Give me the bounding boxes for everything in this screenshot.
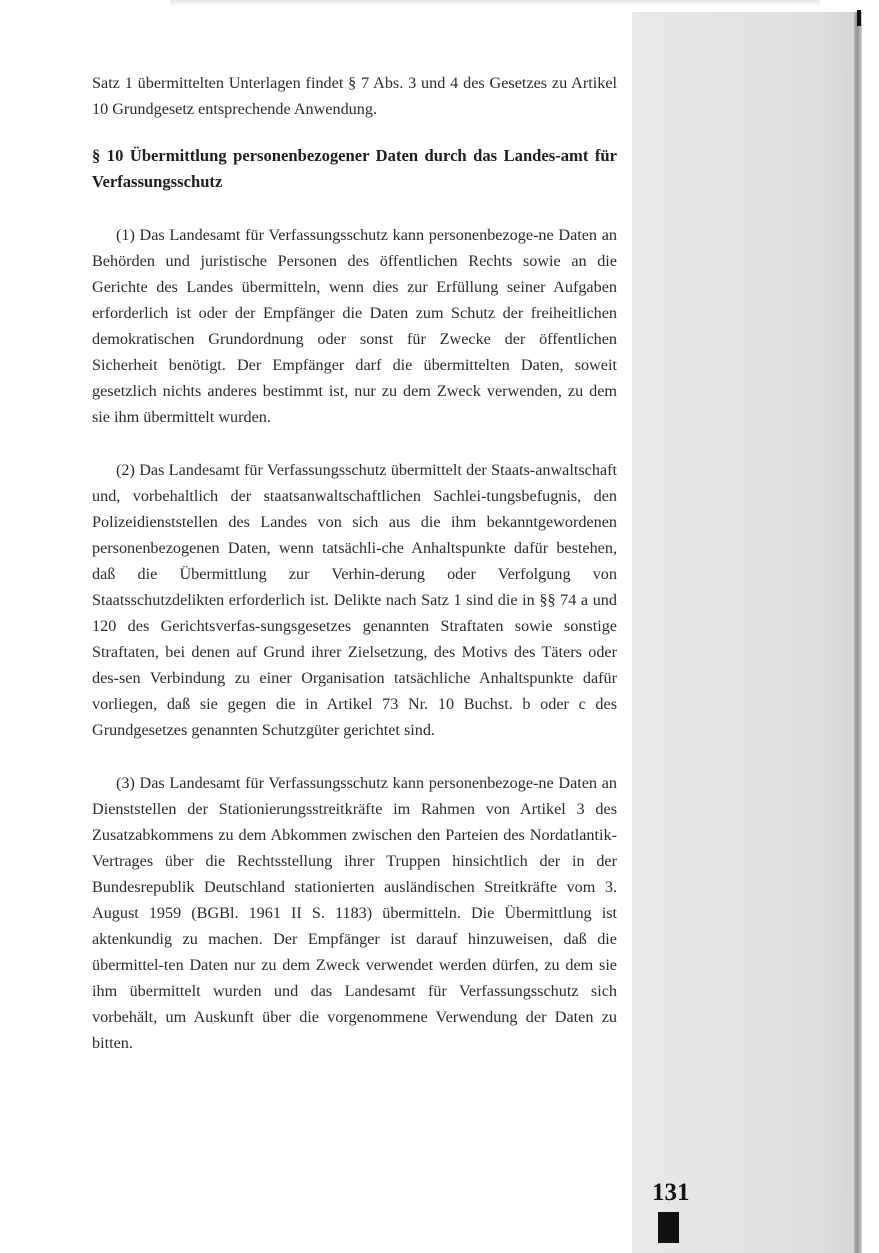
right-margin (862, 0, 879, 1253)
paragraph-2: (2) Das Landesamt für Verfassungsschutz übermittelt der Staats-anwaltschaft und, vorbehaltlich der staatsanwaltschaftlichen Sachlei-tungsbefugnis, den Polizeidienststellen des Landes von sich aus die ihm bekanntgewordenen personenbezogenen Daten, wenn tatsächli-che Anhaltspunkte dafür bestehen, daß die Übermittlung zur Verhin-derung oder Verfolgung von Staatsschutzdelikten erforderlich ist. Delikte nach Satz 1 sind die in §§ 74 a und 120 des Gerichtsverfas-sungsgesetzes genannten Straftaten sowie sonstige Straftaten, bei denen auf Grund ihrer Zielsetzung, des Motivs des Täters oder des-sen Verbindung zu einer Organisation tatsächliche Anhaltspunkte dafür vorliegen, daß sie gegen die in Artikel 73 Nr. 10 Buchst. b oder c des Grundgesetzes genannten Schutzgüter gerichtet sind. (92, 461, 617, 739)
section-heading: § 10 Übermittlung personenbezogener Daten durch das Landes-amt für Verfassungsschutz (92, 146, 617, 191)
corner-mark (857, 10, 861, 26)
page-edge-line (846, 70, 847, 1190)
paragraph-1: (1) Das Landesamt für Verfassungsschutz kann personenbezoge-ne Daten an Behörden und juristische Personen des öffentlichen Rechts sowie an die Gerichte des Landes übermitteln, wenn dies zur Erfüllung seiner Aufgaben erforderlich ist oder der Empfänger die Daten zum Schutz der freiheitlichen demokratischen Grundordnung oder sonst für Zwecke der öffentlichen Sicherheit benötigt. Der Empfänger darf die übermittelten Daten, soweit gesetzlich nichts anderes bestimmt ist, nur zu dem Zweck verwenden, zu dem sie ihm übermittelt wurden. (92, 226, 617, 426)
thumb-index-tab (658, 1212, 679, 1243)
page-number: 131 (652, 1179, 690, 1206)
intro-paragraph: Satz 1 übermittelten Unterlagen findet § 7 Abs. 3 und 4 des Gesetzes zu Artikel 10 Grundgesetz entsprechende Anwendung. (92, 74, 617, 118)
scan-top-shadow (170, 0, 820, 6)
paragraph-3: (3) Das Landesamt für Verfassungsschutz kann personenbezoge-ne Daten an Dienststellen der Stationierungsstreitkräfte im Rahmen von Artikel 3 des Zusatzabkommens zu dem Abkommen zwischen den Parteien des Nordatlantik-Vertrages über die Rechtsstellung ihrer Truppen hinsichtlich der in der Bundesrepublik Deutschland stationierten ausländischen Streitkräfte vom 3. August 1959 (BGBl. 1961 II S. 1183) übermitteln. Die Übermittlung ist aktenkundig zu machen. Der Empfänger ist darauf hinzuweisen, daß die übermittel-ten Daten nur zu dem Zweck verwendet werden dürfen, zu dem sie ihm übermittelt wurden und das Landesamt für Verfassungsschutz sich vorbehält, um Auskunft über die vorgenommene Verwendung der Daten zu bitten. (92, 774, 617, 1052)
book-binding-edge (854, 12, 862, 1253)
page-content (92, 70, 617, 1083)
page-edge-shading (632, 12, 854, 1253)
